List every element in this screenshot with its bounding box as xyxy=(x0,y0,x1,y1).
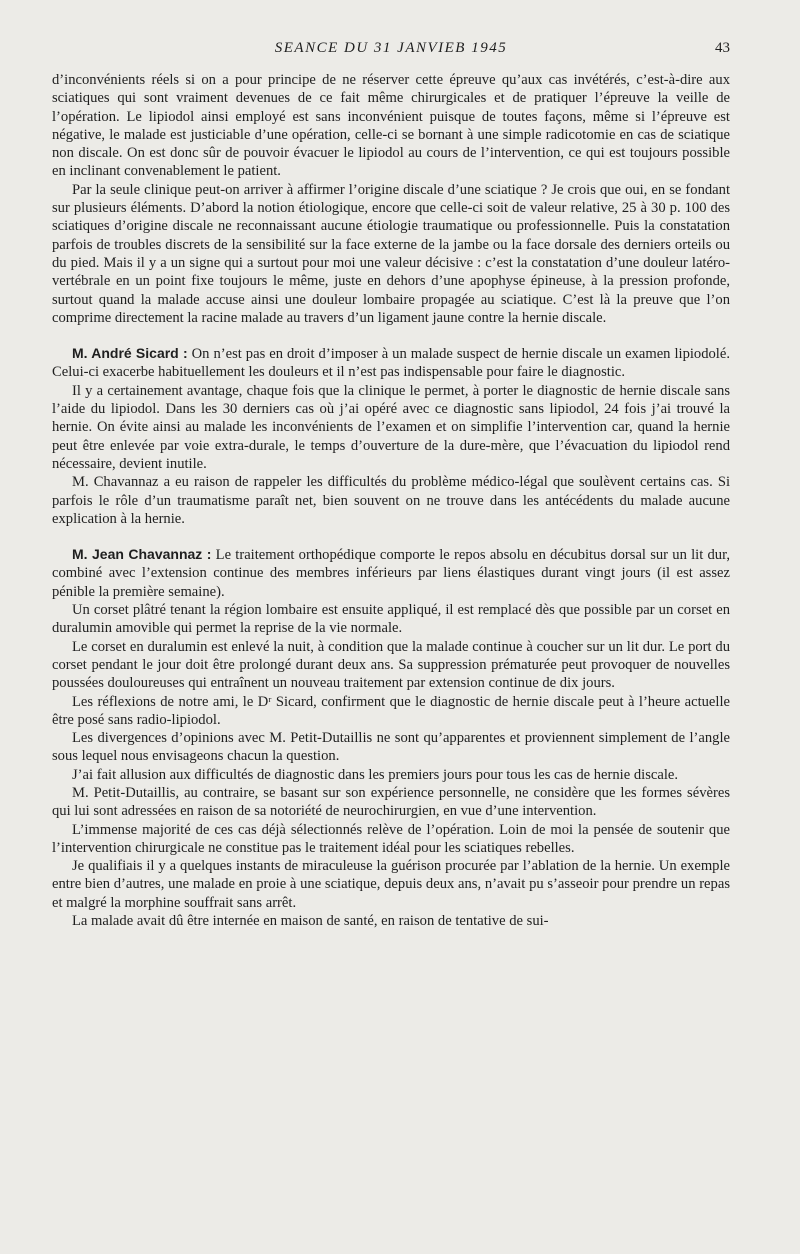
speaker-name: M. Jean Chavannaz : xyxy=(72,546,212,563)
paragraph: Il y a certainement avantage, chaque fois que la clinique le permet, à porter le diagnostic de hernie discale sans l’aide du lipiodol. Dans les 30 derniers cas où j’ai opéré avec ce diagnostic sans lipiodol, 24 fois j’ai trouvé la hernie. On évite ainsi au malade les inconvénients de l’examen et on simplifie l’intervention car, quand la hernie peut être enlevée par voie extra-durale, le temps d’ouverture de la dure-mère, que l’évacuation du lipiodol rend nécessaire, devient inutile. xyxy=(52,382,730,472)
speaker-name: M. André Sicard : xyxy=(72,345,188,362)
speaker-text: Le traitement orthopédique comporte le repos absolu en décubitus dorsal sur un lit dur, combiné avec l’extension continue des membres inférieurs par liens élastiques durant vingt jours (il est assez pénible la première semaine). xyxy=(52,547,730,600)
speaker-paragraph xyxy=(52,545,730,601)
paragraph: M. Petit-Dutaillis, au contraire, se basant sur son expérience personnelle, ne considère que les formes sévères qui lui sont adressées en raison de sa notoriété de neurochirurgien, en vue d’une intervention. xyxy=(52,784,730,820)
paragraph: Le corset en duralumin est enlevé la nuit, à condition que la malade continue à coucher sur un lit dur. Le port du corset pendant le jour doit être prolongé durant deux ans. Sa suppression prématurée peut provoquer de nouvelles poussées douloureuses qui entraînent un nouveau traitement par extension continue de dix jours. xyxy=(52,638,730,692)
paragraph: M. Chavannaz a eu raison de rappeler les difficultés du problème médico-légal que soulèvent certains cas. Si parfois le rôle d’un traumatisme paraît net, bien souvent on ne trouve dans les antécédents du malade aucune explication à la hernie. xyxy=(52,474,730,527)
page-number: 43 xyxy=(715,40,730,56)
running-title: SEANCE DU 31 JANVIEB 1945 xyxy=(274,40,508,56)
paragraph: L’immense majorité de ces cas déjà sélectionnés relève de l’opération. Loin de moi la pensée de soutenir que l’intervention chirurgicale ne constitue pas le traitement idéal pour les sciatiques rebelles. xyxy=(52,821,730,856)
body-text xyxy=(52,71,730,930)
paragraph: Un corset plâtré tenant la région lombaire est ensuite appliqué, il est remplacé dès que possible par un corset en duralumin amovible qui permet la reprise de la vie normale. xyxy=(52,602,730,637)
paragraph: d’inconvénients réels si on a pour principe de ne réserver cette épreuve qu’aux cas invétérés, c’est-à-dire aux sciatiques qui sont vraiment devenues de ce fait même chirurgicales et de pratiquer l’épreuve la veille de l’opération. Le lipiodol ainsi employé est sans inconvénient puisque de toutes façons, même si l’épreuve est négative, le malade est justiciable d’une opération, celle-ci se bornant à une simple radicotomie en cas de sciatique non discale. On est donc sûr de pouvoir évacuer le lipiodol au cours de l’intervention, ce qui est toujours possible en inclinant convenablement le patient. xyxy=(52,72,730,180)
running-head xyxy=(52,40,730,60)
speaker-paragraph xyxy=(52,344,730,382)
paragraph: Je qualifiais il y a quelques instants de miraculeuse la guérison procurée par l’ablation de la hernie. Un exemple entre bien d’autres, une malade en proie à une sciatique, depuis deux ans, n’avait pu s’asseoir pour prendre un repas et malgré la morphine souffrait sans arrêt. xyxy=(52,858,730,911)
paragraph: Par la seule clinique peut-on arriver à affirmer l’origine discale d’une sciatique ? Je crois que oui, en se fondant sur plusieurs éléments. D’abord la notion étiologique, encore que celle-ci soit de valeur relative, 25 à 30 p. 100 des sciatiques d’origine discale ne reconnaissant aucune étiologie traumatique ou professionnelle. Puis la constatation parfois de troubles discrets de la sensibilité sur la face externe de la jambe ou la face dorsale des derniers orteils ou du pied. Mais il y a un signe qui a surtout pour moi une valeur décisive : c’est la constatation d’une douleur latéro-vertébrale en un point fixe toujours le même, juste en dehors d’une apophyse épineuse, à la pression profonde, surtout quand la malade accuse ainsi une douleur lombaire propagée au sciatique. C’est là la preuve que l’on comprime directement la racine malade au travers d’un ligament jaune contre la hernie discale. xyxy=(52,181,730,326)
paragraph: Les réflexions de notre ami, le Dʳ Sicard, confirment que le diagnostic de hernie discale peut à l’heure actuelle être posé sans radio-lipiodol. xyxy=(52,693,730,728)
speaker-text: On n’est pas en droit d’imposer à un malade suspect de hernie discale un examen lipiodolé. Celui-ci exacerbe habituellement les douleurs et il n’est pas indispensable pour faire le diagnostic. xyxy=(52,346,730,381)
paragraph: La malade avait dû être internée en maison de santé, en raison de tentative de sui- xyxy=(72,913,549,930)
paragraph: J’ai fait allusion aux difficultés de diagnostic dans les premiers jours pour tous les cas de hernie discale. xyxy=(72,766,679,783)
paragraph: Les divergences d’opinions avec M. Petit-Dutaillis ne sont qu’apparentes et proviennent simplement de l’angle sous lequel nous envisageons chacun la question. xyxy=(52,730,730,765)
